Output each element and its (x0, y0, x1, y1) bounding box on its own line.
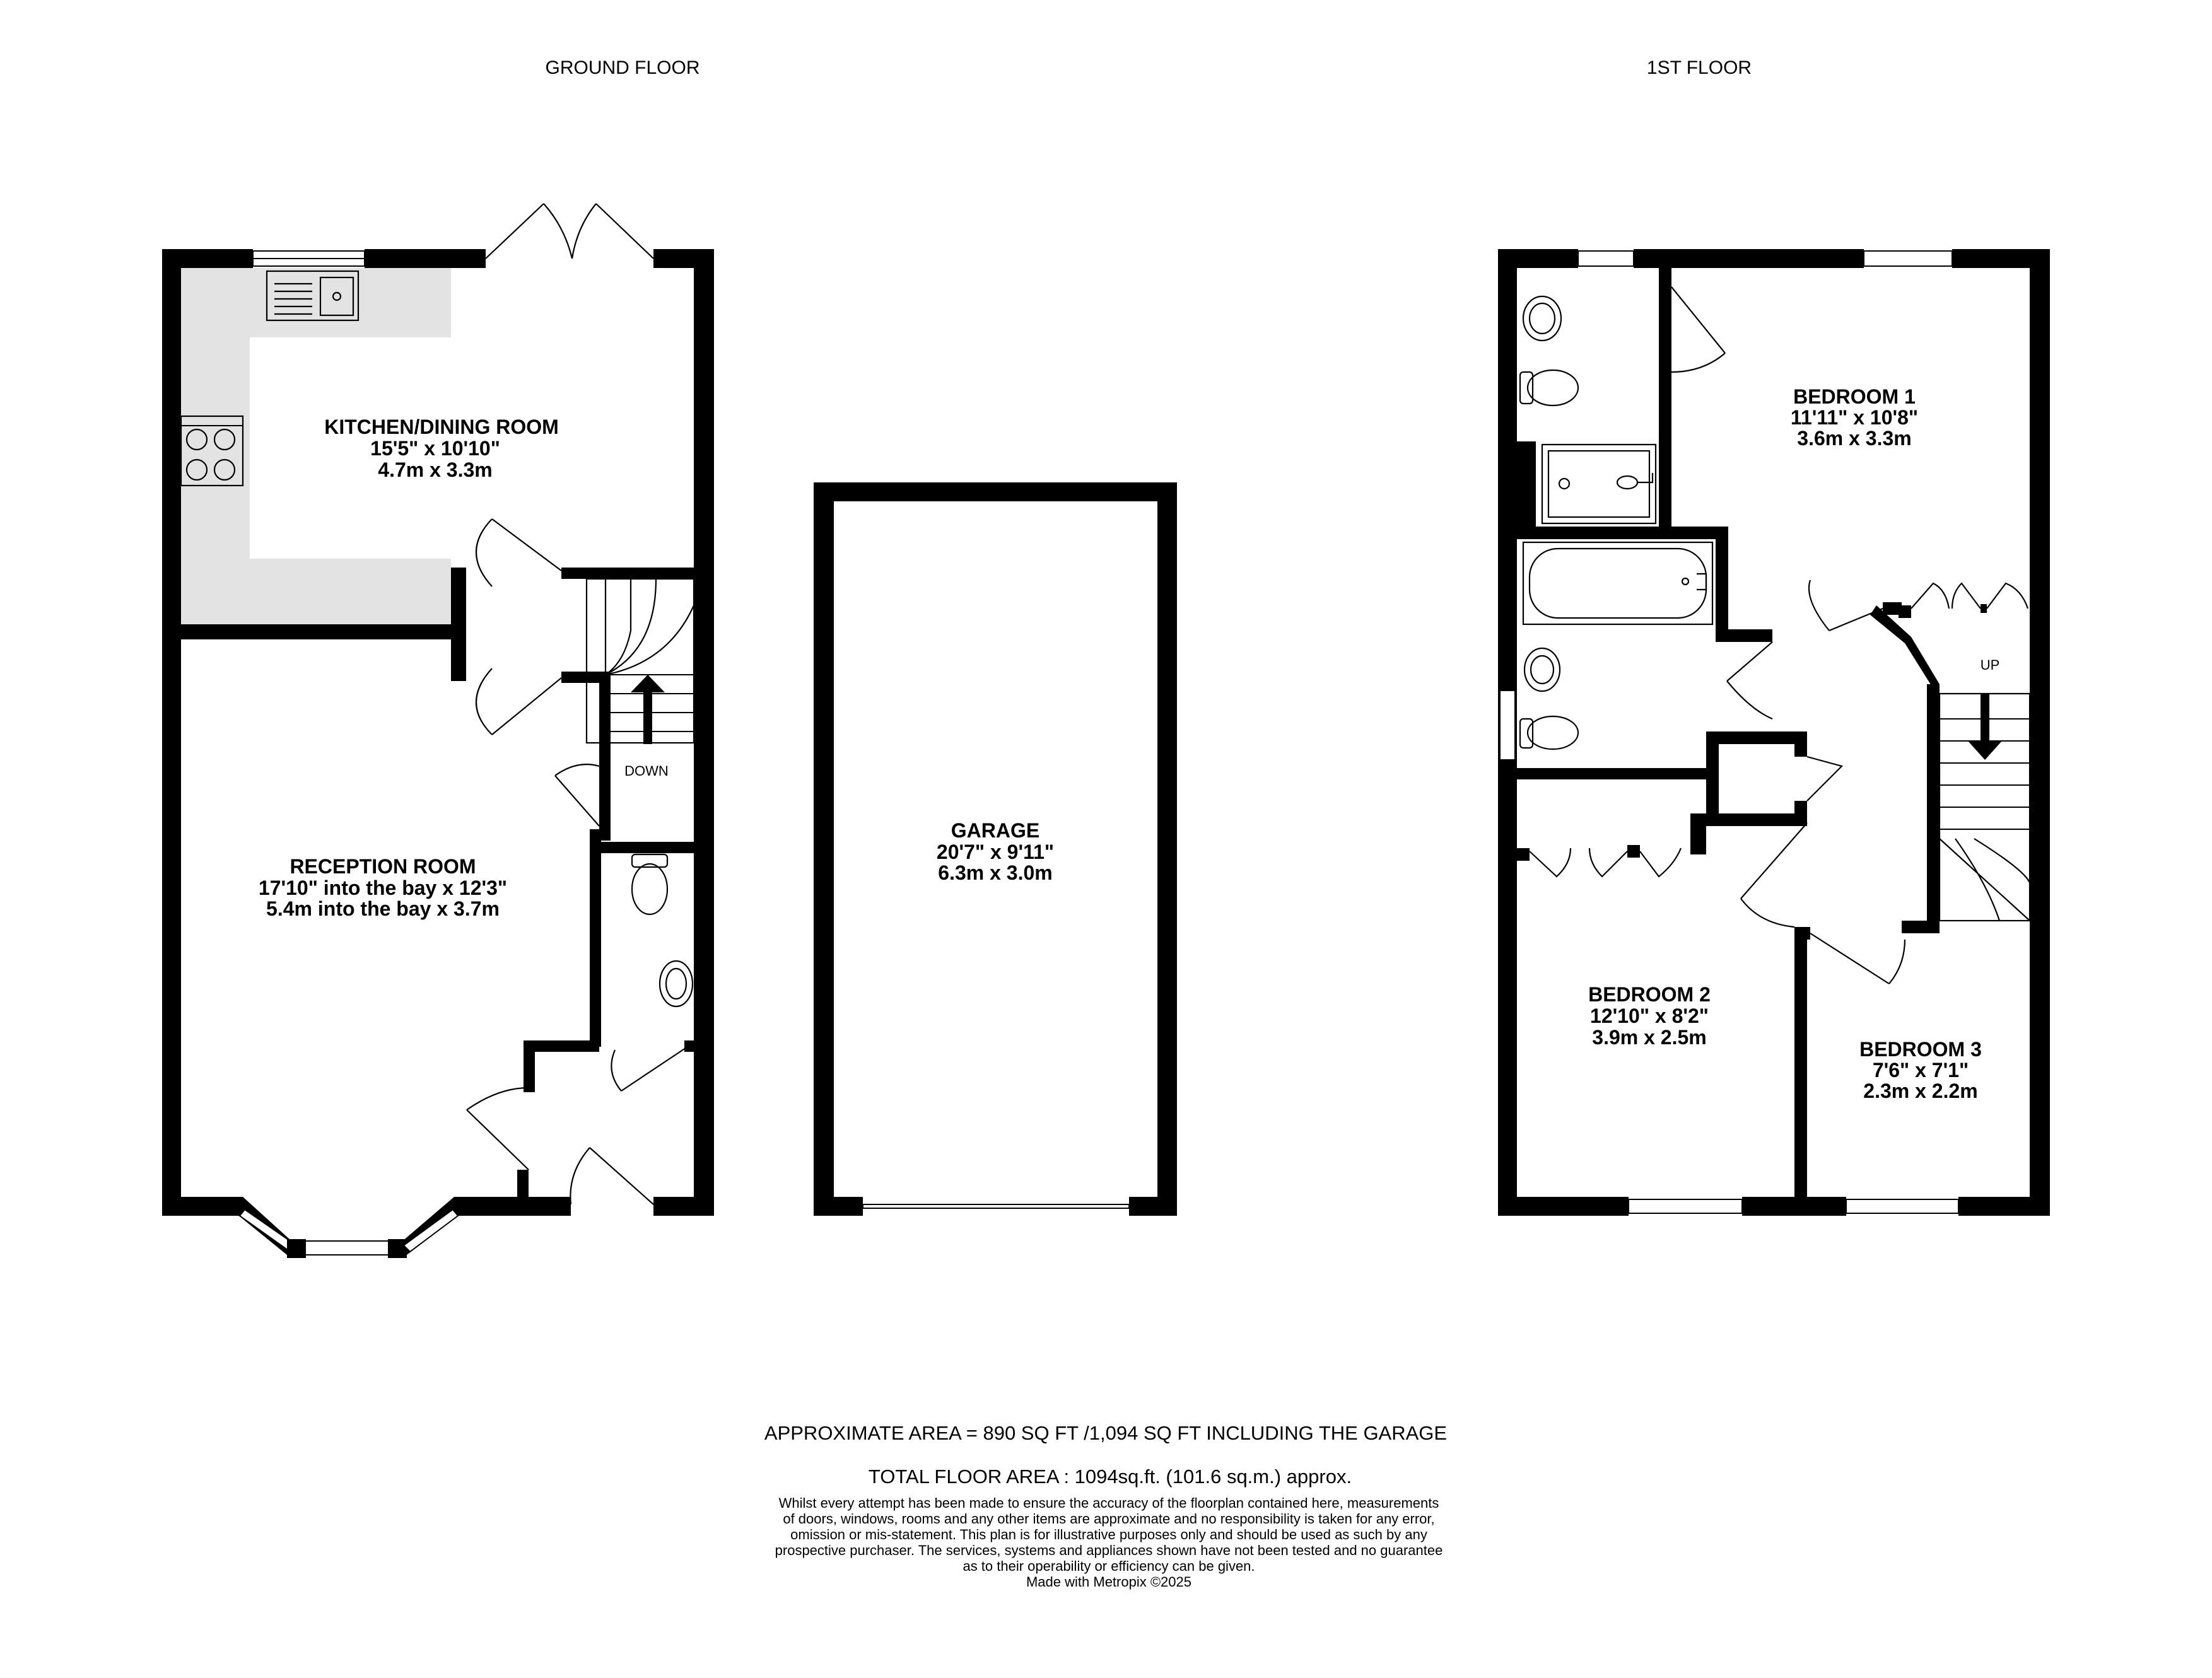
reception-dimensions-metric: 5.4m into the bay x 3.7m (266, 897, 500, 920)
ground-floor-heading: GROUND FLOOR (545, 57, 700, 78)
bathroom-toilet (1528, 716, 1578, 749)
wall (1498, 1197, 1629, 1216)
bedroom3-dimensions-metric: 2.3m x 2.2m (1863, 1080, 1978, 1102)
wall (1517, 527, 1719, 539)
wall (1952, 249, 2050, 268)
wc-basin (660, 961, 693, 1006)
wall (451, 568, 466, 681)
garage-dimensions-imperial: 20'7" x 9'11" (936, 841, 1055, 863)
bay-window (404, 1209, 458, 1252)
wall (561, 672, 599, 683)
bathroom-door (1727, 642, 1772, 719)
window (1846, 1199, 1958, 1213)
wall (1690, 813, 1706, 854)
wall (1794, 927, 1807, 1216)
bedroom2-door (1741, 823, 1807, 927)
reception-dimensions-imperial: 17'10" into the bay x 12'3" (258, 877, 508, 899)
kitchen-room-name: KITCHEN/DINING ROOM (324, 416, 559, 438)
wall (1927, 684, 1940, 921)
wall (524, 1040, 535, 1092)
wall (653, 1197, 714, 1216)
hall-door (467, 1088, 529, 1170)
wall (1517, 441, 1536, 527)
wall (1498, 249, 1578, 268)
wall (1517, 848, 1530, 861)
bedroom2-room-name: BEDROOM 2 (1588, 983, 1711, 1006)
up-arrow-icon (1981, 694, 1989, 744)
wc-toilet (632, 864, 667, 914)
bedroom2-dimensions-imperial: 12'10" x 8'2" (1590, 1005, 1709, 1027)
first-floor-heading: 1ST FLOOR (1646, 57, 1752, 78)
bath (1523, 542, 1712, 624)
bedroom2-dimensions-metric: 3.9m x 2.5m (1592, 1026, 1707, 1049)
wall (1899, 605, 1911, 618)
wall (1659, 249, 1671, 527)
kitchen-dimensions-metric: 4.7m x 3.3m (378, 458, 493, 481)
wall (1706, 731, 1807, 744)
wall (1794, 731, 1807, 757)
ground-floor-plan (162, 204, 714, 1258)
reception-room-name: RECEPTION ROOM (290, 855, 476, 878)
wall (1716, 527, 1728, 640)
wall (1706, 731, 1719, 823)
wall (590, 842, 694, 853)
wall (365, 249, 486, 268)
bedroom3-room-name: BEDROOM 3 (1859, 1038, 1982, 1061)
front-door (570, 1148, 653, 1204)
window (1864, 251, 1952, 266)
down-arrow-icon (643, 687, 652, 744)
wall (1794, 927, 1810, 940)
wall (2030, 249, 2050, 1216)
wall (1627, 845, 1640, 858)
window (1500, 690, 1515, 760)
internal-door (476, 519, 561, 735)
window (1629, 1199, 1742, 1213)
wall (1794, 801, 1807, 826)
disclaimer-line: prospective purchaser. The services, systems and appliances shown have not been tested and no guarantee (775, 1542, 1443, 1558)
wall (561, 568, 713, 579)
wall (454, 1197, 571, 1216)
wall (653, 249, 714, 268)
wall (694, 249, 714, 1216)
cupboard-door (555, 764, 599, 826)
landing-door (1809, 580, 1883, 631)
ensuite-door (1671, 287, 1725, 372)
wall (1129, 1197, 1177, 1216)
wall (1870, 605, 1940, 694)
wall (181, 624, 451, 639)
wardrobe-doors (1911, 583, 2028, 609)
bedroom3-door (1810, 933, 1905, 984)
cupboard-door (1807, 757, 1842, 801)
bedroom1-dimensions-imperial: 11'11" x 10'8" (1790, 406, 1919, 429)
credit: Made with Metropix ©2025 (1026, 1574, 1192, 1590)
wardrobe-doors (1530, 848, 1681, 877)
wall (1958, 1197, 2050, 1216)
wc-door (611, 1047, 688, 1091)
wall (814, 482, 1177, 501)
approximate-area: APPROXIMATE AREA = 890 SQ FT /1,094 SQ FT INCLUDING THE GARAGE (764, 1422, 1448, 1444)
french-doors (486, 204, 653, 259)
window (1578, 251, 1634, 266)
ensuite-toilet (1528, 370, 1578, 405)
wall (1517, 768, 1706, 779)
wall (1706, 813, 1807, 826)
bedroom3-dimensions-imperial: 7'6" x 7'1" (1872, 1059, 1969, 1081)
disclaimer-line: as to their operability or efficiency can be given. (963, 1558, 1255, 1574)
garage-room-name: GARAGE (951, 819, 1040, 842)
kitchen-dimensions-imperial: 15'5" x 10'10" (370, 437, 500, 460)
disclaimer-line: omission or mis-statement. This plan is for illustrative purposes only and should be used as such by any (790, 1527, 1427, 1542)
bay-window (303, 1241, 391, 1255)
disclaimer-line: of doors, windows, rooms and any other items are approximate and no responsibility is taken for any error, (783, 1511, 1435, 1527)
garage-dimensions-metric: 6.3m x 3.0m (938, 861, 1053, 884)
wall (162, 1197, 243, 1216)
wall (814, 1197, 863, 1216)
wall (162, 249, 253, 268)
wall (162, 249, 181, 1216)
stairs-down-label: DOWN (624, 763, 669, 779)
garage-door (863, 1204, 1129, 1208)
bathroom-basin (1524, 648, 1560, 691)
wall (1716, 629, 1772, 642)
stairs-up-label: UP (1980, 657, 2000, 673)
wall (2030, 602, 2042, 615)
wall (590, 829, 601, 1047)
wall (814, 482, 834, 1216)
total-floor-area: TOTAL FLOOR AREA : 1094sq.ft. (101.6 sq.m.) approx. (868, 1465, 1352, 1488)
bedroom1-room-name: BEDROOM 1 (1793, 385, 1916, 408)
wall (1742, 1197, 1846, 1216)
wall (1902, 921, 1940, 933)
wall (599, 672, 611, 841)
bedroom1-dimensions-metric: 3.6m x 3.3m (1797, 427, 1912, 450)
disclaimer-line: Whilst every attempt has been made to ensure the accuracy of the floorplan contained here, measurements (778, 1495, 1439, 1511)
wall (1157, 482, 1177, 1216)
